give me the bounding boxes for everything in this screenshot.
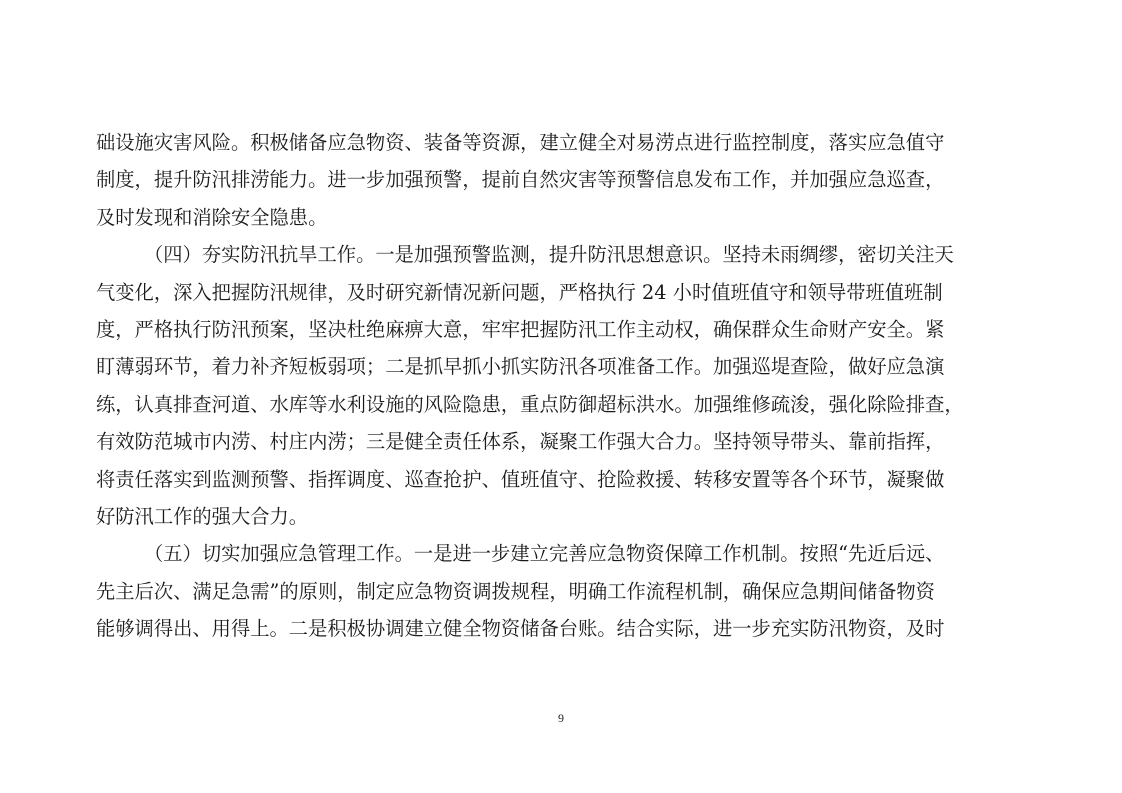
text-line: 度，严格执行防汛预案，坚决杜绝麻痹大意，牢牢把握防汛工作主动权，确保群众生命财产安全。紧 (96, 317, 945, 341)
page-number: 9 (558, 711, 564, 725)
document-body (96, 124, 1026, 647)
text-line: 有效防范城市内涝、村庄内涝；三是健全责任体系，凝聚工作强大合力。坚持领导带头、靠前指挥， (96, 430, 945, 454)
section-heading-line: （五）切实加强应急管理工作。一是进一步建立完善应急物资保障工作机制。按照“先近后远、 (144, 542, 945, 566)
text-line: 能够调得出、用得上。二是积极协调建立健全物资储备台账。结合实际，进一步充实防汛物资，及时 (96, 617, 945, 641)
text-line: 将责任落实到监测预警、指挥调度、巡查抢护、值班值守、抢险救援、转移安置等各个环节，凝聚做 (96, 467, 945, 491)
text-line: 及时发现和消除安全隐患。 (96, 205, 328, 229)
text-line: 好防汛工作的强大合力。 (96, 504, 309, 528)
text-line: 盯薄弱环节，着力补齐短板弱项；二是抓早抓小抓实防汛各项准备工作。加强巡堤查险，做好应急演 (96, 355, 945, 379)
section-heading-line: （四）夯实防汛抗旱工作。一是加强预警监测，提升防汛思想意识。坚持未雨绸缪，密切关注天 (144, 243, 954, 267)
text-line: 先主后次、满足急需”的原则，制定应急物资调拨规程，明确工作流程机制，确保应急期间储备物资 (96, 579, 935, 603)
text-line: 础设施灾害风险。积极储备应急物资、装备等资源，建立健全对易涝点进行监控制度，落实应急值守 (96, 131, 945, 154)
text-line: 练，认真排查河道、水库等水利设施的风险隐患，重点防御超标洪水。加强维修疏浚，强化除险排查， (96, 392, 964, 416)
text-line: 气变化，深入把握防汛规律，及时研究新情况新问题，严格执行 24 小时值班值守和领导带班值班制 (96, 280, 943, 304)
text-line: 制度，提升防汛排涝能力。进一步加强预警，提前自然灾害等预警信息发布工作，并加强应急巡查， (96, 168, 945, 192)
